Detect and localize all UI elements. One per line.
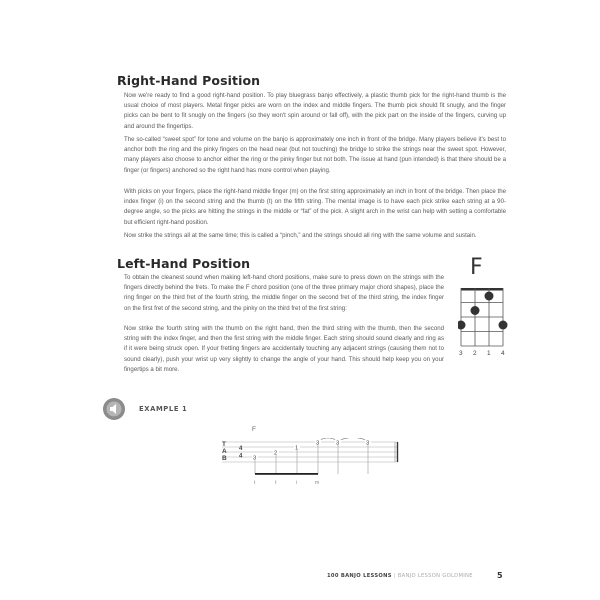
example-header (103, 398, 187, 420)
tab-note: 2 (274, 450, 278, 457)
section-heading-left-hand: Left-Hand Position (117, 256, 251, 271)
tab-note: 3 (253, 455, 257, 462)
svg-text:t: t (275, 480, 277, 486)
tab-chord-symbol: F (252, 426, 256, 433)
speaker-audio-icon[interactable] (103, 398, 125, 420)
page-footer (327, 573, 473, 579)
svg-text:4: 4 (239, 446, 243, 452)
page-number: 5 (497, 571, 503, 580)
svg-text:B: B (222, 455, 227, 462)
svg-text:t: t (254, 480, 256, 486)
finger-number: 3 (459, 350, 463, 357)
svg-text:4: 4 (239, 453, 243, 460)
chord-name: F (470, 255, 483, 280)
chord-diagram (458, 288, 508, 350)
paragraph: Now strike the fourth string with the thumb on the right hand, then the third string with the thumb, then the second string with the index finger, and then the first string with the middle finger. Each string should sound clearly and ring as if it were being struck open. If your fretting fingers are accidentally touching any adjacent strings (causing them not to sound clearly), push your wrist up very slightly to change the angle of your hand. This should help keep you on your fingertips a bit more. (124, 325, 444, 373)
tab-note: 3 (336, 440, 340, 447)
tablature-staff (216, 438, 401, 488)
paragraph: With picks on your fingers, place the right-hand middle finger (m) on the first string approximately an inch in front of the bridge. Then place the index finger (i) on the second string and the thumb (t) on the fifth string. The mental image is to have each pick strike each string at a 90-degree angle, so the picks are hitting the strings in the middle or “fat” of the pick. A slight arch in the wrist can help with setting a comfortable but efficient right-hand position. (124, 188, 506, 226)
svg-text:T: T (222, 441, 226, 448)
footer-separator: | (393, 573, 396, 579)
series-title: 100 BANJO LESSONS (327, 573, 392, 579)
paragraph: Now we're ready to find a good right-hand position. To play bluegrass banjo effectively, a plastic thumb pick for the right-hand thumb is the usual choice of most players. Metal finger picks are worn on the index and middle fingers. The thumb pick should fit snugly, and the finger picks can be bent to fit snugly on the fingers (so they won't spin around or fall off), with the pick part on the inside of the fingers, curving up and around the fingertips. (124, 92, 506, 130)
tab-note: 3 (316, 440, 320, 447)
svg-text:i: i (296, 480, 298, 486)
svg-text:m: m (315, 480, 320, 486)
tab-note: 1 (295, 445, 299, 452)
paragraph: The so-called “sweet spot” for tone and volume on the banjo is approximately one inch in front of the bridge. Many players believe it's best to anchor both the ring and the pinky fingers on the head near (but not touching) the bridge to strike the strings near the sweet spot. However, many players also choose to anchor either the ring or the pinky finger but not both. The issue at hand (pun intended) is that there should be a finger (or fingers) anchored so the right hand has more control when playing. (124, 136, 506, 174)
finger-number: 2 (473, 350, 477, 357)
finger-number: 1 (487, 350, 491, 357)
paragraph: To obtain the cleanest sound when making left-hand chord positions, make sure to press down on the strings with the fingers directly behind the frets. To make the F chord position (one of the three primary major chord shapes), place the ring finger on the third fret of the fourth string, the middle finger on the second fret of the third string, the index finger on the first fret of the second string, and the pinky on the third fret of the first string: (124, 274, 444, 312)
finger-number: 4 (501, 350, 505, 357)
svg-text:A: A (222, 448, 227, 455)
section-heading-right-hand: Right-Hand Position (117, 73, 261, 88)
paragraph: Now strike the strings all at the same time; this is called a “pinch,” and the strings should all ring with the same volume and sustain. (124, 232, 477, 239)
book-title: BANJO LESSON GOLDMINE (397, 573, 473, 579)
example-label: EXAMPLE 1 (139, 405, 188, 413)
tab-note: 3 (366, 440, 370, 447)
